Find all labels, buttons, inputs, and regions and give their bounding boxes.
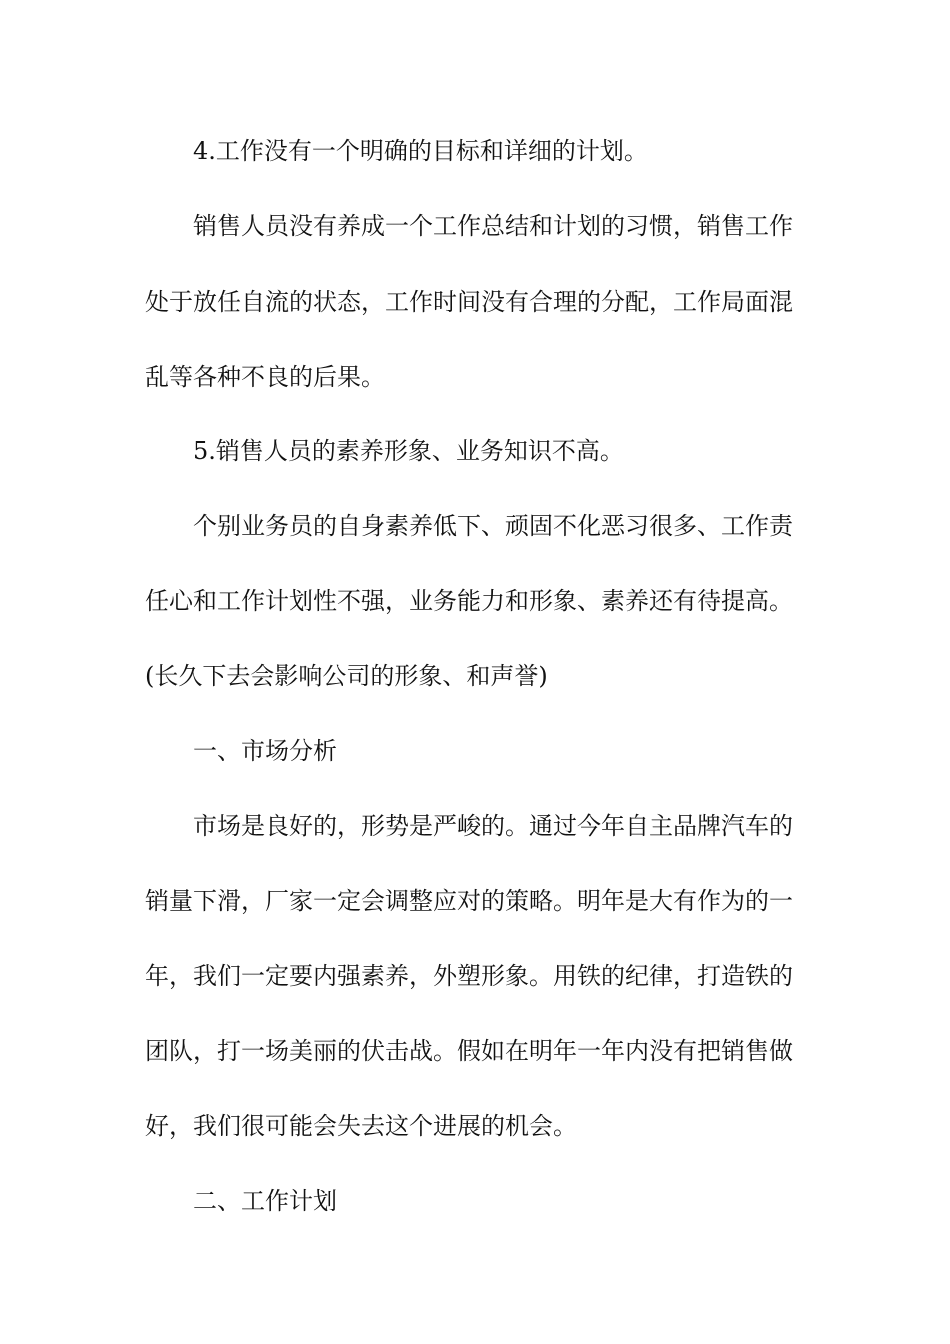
paragraph-heading-4: 4.工作没有一个明确的目标和详细的计划。 <box>193 137 648 165</box>
paragraph-line: 销量下滑，厂家一定会调整应对的策略。明年是大有作为的一 <box>145 887 793 915</box>
paragraph-line: 市场是良好的，形势是严峻的。通过今年自主品牌汽车的 <box>193 812 793 840</box>
paragraph-heading-5: 5.销售人员的素养形象、业务知识不高。 <box>193 437 624 465</box>
paragraph-line: 年，我们一定要内强素养，外塑形象。用铁的纪律，打造铁的 <box>145 962 793 990</box>
section-heading-market-analysis: 一、市场分析 <box>193 737 337 765</box>
section-heading-work-plan: 二、工作计划 <box>193 1187 337 1215</box>
paragraph-line: 团队，打一场美丽的伏击战。假如在明年一年内没有把销售做 <box>145 1037 793 1065</box>
paragraph-line: 处于放任自流的状态，工作时间没有合理的分配，工作局面混 <box>145 288 793 316</box>
paragraph-line: 任心和工作计划性不强，业务能力和形象、素养还有待提高。 <box>145 587 793 615</box>
paragraph-line: 乱等各种不良的后果。 <box>145 363 385 391</box>
paragraph-line: (长久下去会影响公司的形象、和声誉) <box>145 662 548 690</box>
paragraph-line: 好，我们很可能会失去这个进展的机会。 <box>145 1112 577 1140</box>
paragraph-line: 销售人员没有养成一个工作总结和计划的习惯，销售工作 <box>193 212 793 240</box>
paragraph-line: 个别业务员的自身素养低下、顽固不化恶习很多、工作责 <box>193 512 793 540</box>
